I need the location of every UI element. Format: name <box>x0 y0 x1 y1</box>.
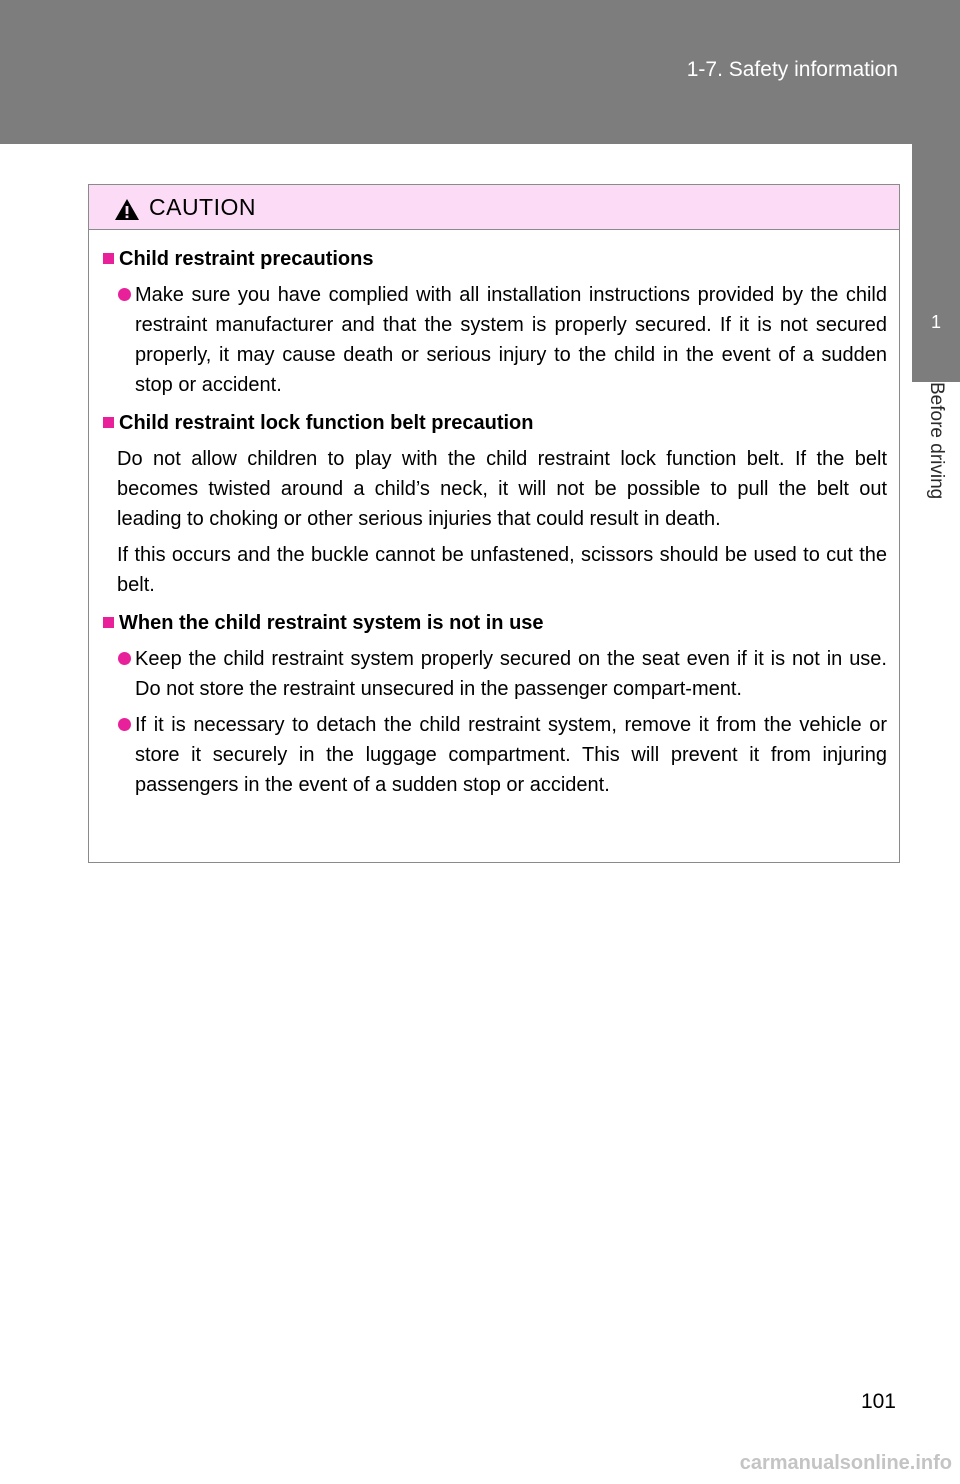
bullet-item <box>103 710 887 800</box>
section-heading <box>103 244 887 274</box>
warning-triangle-icon <box>114 198 140 221</box>
paragraph: If this occurs and the buckle cannot be unfastened, scissors should be used to cut the belt. <box>117 544 887 596</box>
circle-bullet-icon <box>118 652 131 665</box>
watermark: carmanualsonline.info <box>739 1452 952 1474</box>
bullet-text: Keep the child restraint system properly secured on the seat even if it is not in use. Do not store the restraint unsecured in the passenger compart-ment. <box>135 648 887 700</box>
page-header <box>0 0 960 144</box>
caution-box <box>88 184 900 863</box>
bullet-text: Make sure you have complied with all installation instructions provided by the child restraint manufacturer and that the system is properly secured. If it is not secured properly, it may cause death or serious injury to the child in the event of a sudden stop or accident. <box>135 284 887 396</box>
section-heading <box>103 408 887 438</box>
chapter-tab <box>912 144 960 382</box>
section-heading-text: Child restraint precautions <box>119 248 374 270</box>
section-heading-text: When the child restraint system is not in use <box>119 612 544 634</box>
circle-bullet-icon <box>118 288 131 301</box>
paragraph: Do not allow children to play with the child restraint lock function belt. If the belt becomes twisted around a child’s neck, it will not be possible to pull the belt out leading to choking or other serious injuries that could result in death. <box>117 448 887 530</box>
section-heading <box>103 608 887 638</box>
caution-header <box>89 185 899 230</box>
chapter-label-container <box>912 382 960 552</box>
square-bullet-icon <box>103 417 114 428</box>
bullet-text: If it is necessary to detach the child restraint system, remove it from the vehicle or store it securely in the luggage compartment. This will prevent it from injuring passengers in the event of a sudden stop or accident. <box>135 714 887 796</box>
caution-title: CAUTION <box>149 194 256 220</box>
bullet-item <box>103 644 887 704</box>
square-bullet-icon <box>103 617 114 628</box>
circle-bullet-icon <box>118 718 131 731</box>
bullet-item <box>103 280 887 400</box>
section-heading-text: Child restraint lock function belt precaution <box>119 412 534 434</box>
page-number: 101 <box>860 1390 896 1413</box>
chapter-number: 1 <box>930 312 941 332</box>
chapter-label: Before driving <box>926 382 947 500</box>
section-title: 1-7. Safety information <box>686 58 898 81</box>
caution-content <box>89 230 899 800</box>
square-bullet-icon <box>103 253 114 264</box>
